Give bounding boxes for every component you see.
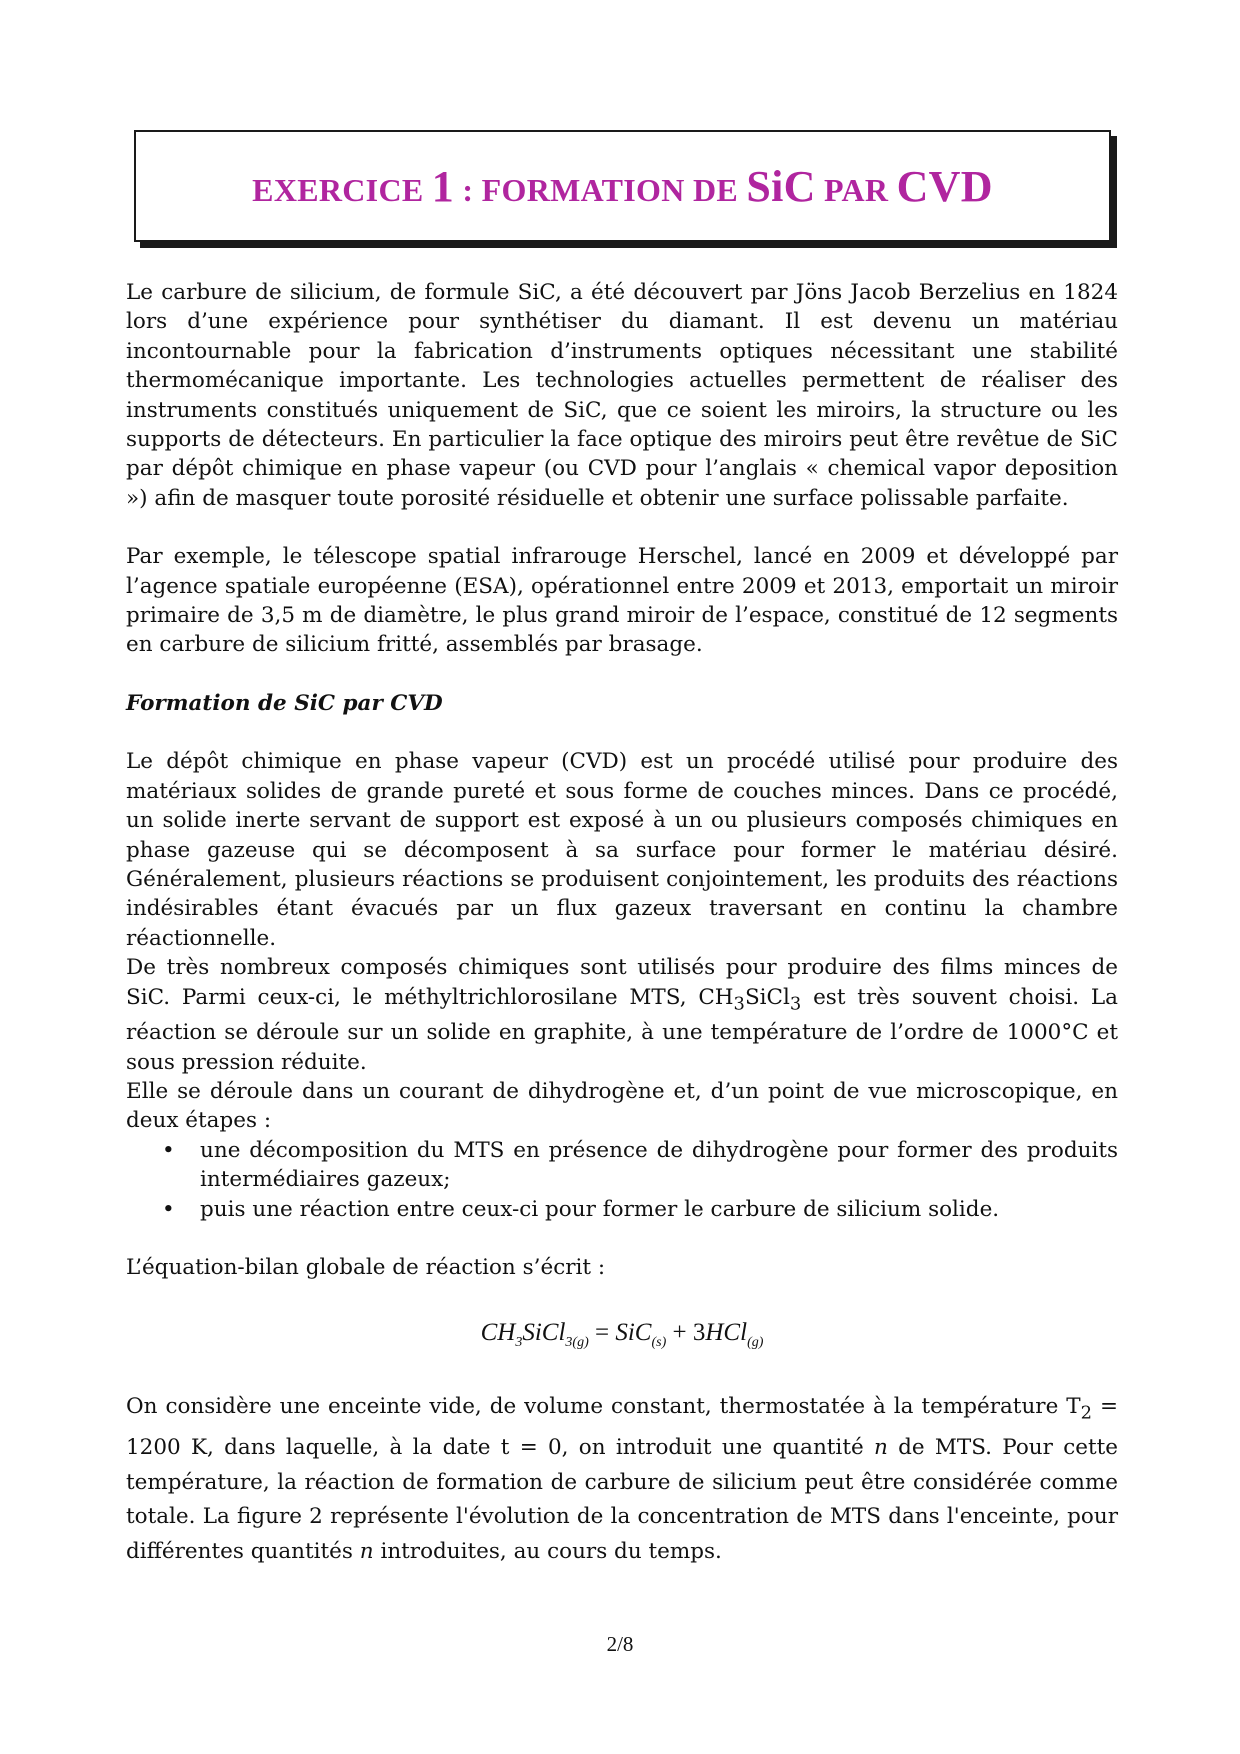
list-item [126, 1195, 1118, 1224]
steps-intro: Elle se déroule dans un courant de dihydrogène et, d’un point de vue microscopique, en deux étapes : [126, 1079, 1118, 1134]
mts-paragraph [126, 953, 1118, 1077]
exercise-title [252, 161, 993, 212]
final-part-2: = 1200 K, dans laquelle, à la date t = 0, on introduit une quantité [126, 1394, 1118, 1461]
eq-hcl: HCl [705, 1319, 748, 1347]
title-sic: SiC [746, 161, 816, 211]
eq-sic: SiC [615, 1319, 652, 1347]
page-number: 2/8 [606, 1632, 634, 1656]
title-part1: EXERCICE [252, 171, 432, 208]
eq-sub-3: 3 [515, 1335, 523, 1351]
final-part-4: introduites, au cours du temps. [373, 1538, 722, 1564]
title-box [134, 130, 1111, 242]
eq-sub-s: (s) [651, 1335, 667, 1351]
cvd-paragraph: Le dépôt chimique en phase vapeur (CVD) est un procédé utilisé pour produire des matériaux solides de grande pureté et sous forme de couches minces. Dans ce procédé, un solide inerte servant de support est exposé à un ou plusieurs composés chimiques en phase gazeuse qui se décomposent à sa surface pour former le matériau désiré. Généralement, plusieurs réactions se produisent conjointement, les produits des réactions indésirables étant évacués par un flux gazeux traversant en continu la chambre réactionnelle. [126, 749, 1118, 951]
final-part-1: On considère une enceinte vide, de volume constant, thermostatée à la température T [126, 1394, 1081, 1420]
title-cvd: CVD [896, 161, 993, 211]
bullet-icon: • [162, 1137, 175, 1163]
mts-sub-2: 3 [789, 992, 802, 1014]
title-part3: PAR [815, 171, 897, 208]
mts-sub-1: 3 [733, 992, 745, 1014]
final-n-1: n [873, 1435, 888, 1461]
intro-paragraph-2: Par exemple, le télescope spatial infrarouge Herschel, lancé en 2009 et développé par l’agence spatiale européenne (ESA), opérationnel entre 2009 et 2013, emportait un miroir primaire de 3,5 m de diamètre, le plus grand miroir de l’espace, constitué de 12 segments en carbure de silicium fritté, assemblés par brasage. [126, 544, 1118, 658]
title-number: 1 [431, 161, 455, 211]
final-sub-t: 2 [1080, 1402, 1093, 1424]
mts-text-after: est très souvent choisi. La réaction se déroule sur un solide en graphite, à une température de l’ordre de 1000°C et sous pression réduite. [126, 984, 1118, 1075]
document-body [126, 278, 1118, 1569]
final-paragraph [126, 1390, 1118, 1569]
final-part-3: de MTS. Pour cette température, la réaction de formation de carbure de silicium peut être considérée comme totale. La figure 2 représente l'évolution de la concentration de MTS dans l'enceinte, pour différentes quantités [126, 1435, 1118, 1564]
eq-sub-3g: 3(g) [565, 1335, 589, 1351]
mts-text-middle: SiCl [744, 984, 790, 1010]
section-heading: Formation de SiC par CVD [126, 690, 443, 716]
intro-paragraph-1: Le carbure de silicium, de formule SiC, a été découvert par Jöns Jacob Berzelius en 1824 lors d’une expérience pour synthétiser du diamant. Il est devenu un matériau incontournable pour la fabrication d’instruments optiques nécessitant une stabilité thermomécanique importante. Les technologies actuelles permettent de réaliser des instruments constitués uniquement de SiC, que ce soient les miroirs, la structure ou les supports de détecteurs. En particulier la face optique des miroirs peut être revêtue de SiC par dépôt chimique en phase vapeur (ou CVD pour l’anglais « chemical vapor deposition ») afin de masquer toute porosité résiduelle et obtenir une surface polissable parfaite. [126, 280, 1118, 511]
title-part2: : FORMATION DE [454, 171, 747, 208]
steps-list [126, 1136, 1118, 1224]
mts-text-before: De très nombreux composés chimiques sont utilisés pour produire des films minces de SiC. Parmi ceux-ci, le méthyltrichlorosilane MTS, CH [126, 955, 1118, 1010]
eq-plus: + [666, 1319, 693, 1347]
step-text: une décomposition du MTS en présence de dihydrogène pour former des produits intermédiaires gazeux; [200, 1137, 1118, 1193]
eq-sub-g: (g) [747, 1335, 764, 1351]
eq-ch: CH [480, 1319, 516, 1347]
list-item [126, 1136, 1118, 1195]
bullet-icon: • [162, 1196, 175, 1222]
reaction-equation [126, 1316, 1118, 1360]
eq-coef: 3 [692, 1319, 706, 1347]
eq-sicl: SiCl [522, 1319, 566, 1347]
eq-equals: = [588, 1319, 616, 1347]
final-n-2: n [359, 1538, 374, 1564]
step-text: puis une réaction entre ceux-ci pour former le carbure de silicium solide. [200, 1196, 1000, 1222]
equation-intro: L’équation-bilan globale de réaction s’écrit : [126, 1255, 606, 1281]
